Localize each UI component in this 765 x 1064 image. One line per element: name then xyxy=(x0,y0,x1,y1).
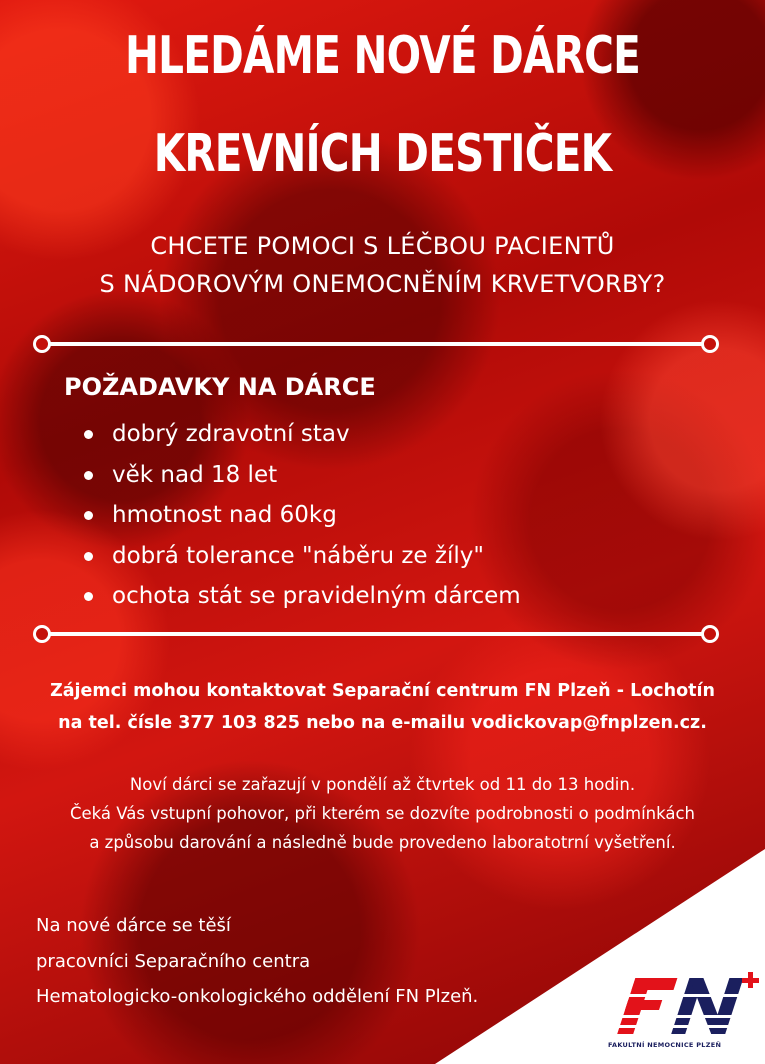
subtitle-line-1: CHCETE POMOCI S LÉČBOU PACIENTŮ xyxy=(150,232,615,260)
divider-top xyxy=(42,342,710,346)
title-line-2: KREVNÍCH DESTIČEK xyxy=(153,124,612,184)
requirements-list xyxy=(84,414,521,617)
contact-line-1: Zájemci mohou kontaktovat Separační centrum FN Plzeň - Lochotín xyxy=(50,681,715,701)
info-line-3: a způsobu darování a následně bude provedeno laboratotrní vyšetření. xyxy=(89,833,676,852)
signoff-line-1: Na nové dárce se těší xyxy=(36,915,231,936)
requirement-item: dobrá tolerance "náběru ze žíly" xyxy=(84,536,521,577)
info-line-2: Čeká Vás vstupní pohovor, při kterém se dozvíte podrobnosti o podmínkách xyxy=(69,804,696,823)
schedule-info xyxy=(0,770,765,857)
requirements-heading: POŽADAVKY NA DÁRCE xyxy=(64,373,376,401)
requirement-item: věk nad 18 let xyxy=(84,455,521,496)
contact-line-2: na tel. čísle 377 103 825 nebo na e-mailu vodickovap@fnplzen.cz. xyxy=(58,713,707,733)
title-line-1: HLEDÁME NOVÉ DÁRCE xyxy=(124,26,641,86)
requirement-item: hmotnost nad 60kg xyxy=(84,495,521,536)
signoff-line-2: pracovníci Separačního centra xyxy=(36,950,311,972)
divider-bottom xyxy=(42,632,710,636)
logo-caption: FAKULTNÍ NEMOCNICE PLZEŇ xyxy=(608,1041,722,1049)
info-line-1: Noví dárci se zařazují v pondělí až čtvrtek od 11 do 13 hodin. xyxy=(129,775,636,794)
contact-info xyxy=(0,675,765,739)
divider-dot-icon xyxy=(33,335,51,353)
requirement-item: dobrý zdravotní stav xyxy=(84,414,521,455)
divider-dot-icon xyxy=(701,625,719,643)
signoff-line-3: Hematologicko-onkologického oddělení FN Plzeň. xyxy=(36,986,479,1007)
divider-dot-icon xyxy=(33,625,51,643)
requirement-item: ochota stát se pravidelným dárcem xyxy=(84,576,521,617)
divider-dot-icon xyxy=(701,335,719,353)
signoff xyxy=(36,908,478,1015)
subtitle-line-2: S NÁDOROVÝM ONEMOCNĚNÍM KRVETVORBY? xyxy=(99,270,666,298)
subtitle xyxy=(0,227,765,303)
